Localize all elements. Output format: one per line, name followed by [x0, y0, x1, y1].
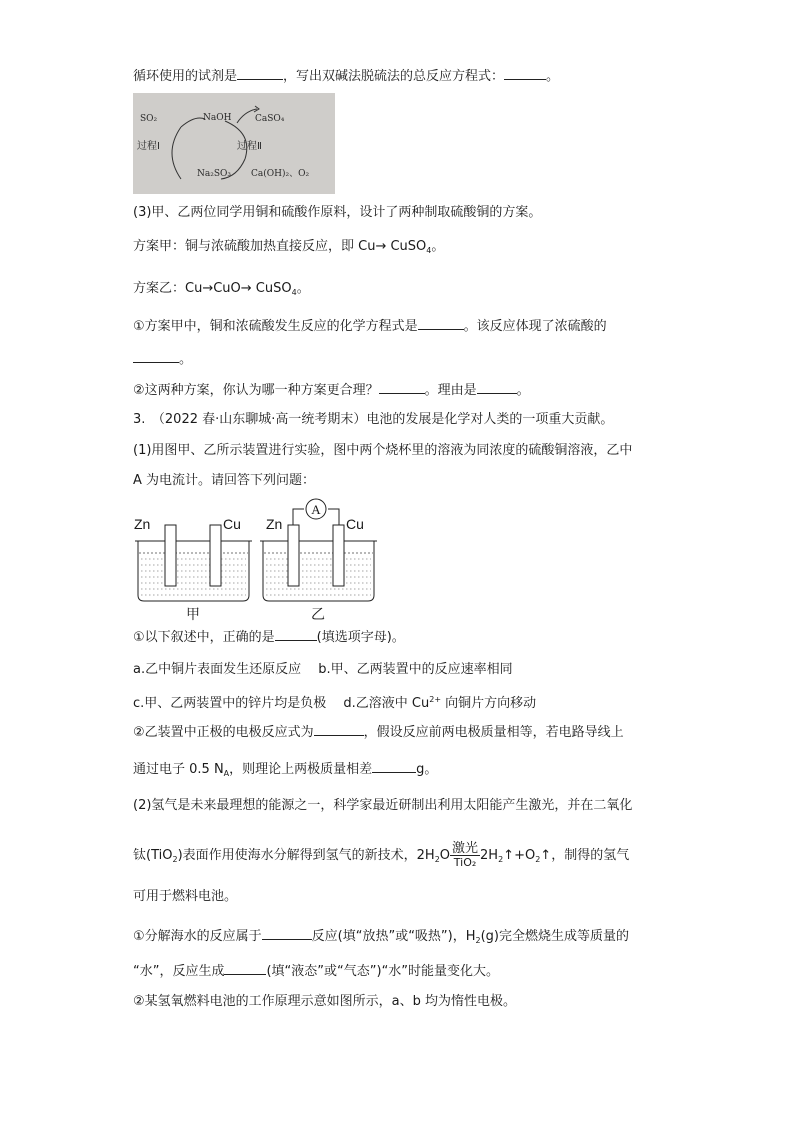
reaction-condition [450, 842, 480, 869]
line-3: (3)甲、乙两位同学用铜和硫酸作原料，设计了两种制取硫酸铜的方案。 [133, 205, 542, 220]
text: 。 [431, 239, 445, 254]
answer-blank [224, 962, 266, 975]
line-18-equation [133, 842, 629, 873]
text: ①以下叙述中，正确的是 [133, 630, 275, 645]
text: 循环使用的试剂是 [133, 69, 238, 84]
label-cu-yi: Cu [346, 516, 364, 532]
line-4 [133, 238, 444, 260]
line-12 [133, 628, 405, 647]
line-10: (1)用图甲、乙所示装置进行实验，图中两个烧杯里的溶液为同浓度的硫酸铜溶液，乙中 [133, 443, 633, 458]
line-19: 可用于燃料电池。 [133, 889, 238, 904]
subscript: 4 [291, 288, 297, 297]
text: 向铜片方向移动 [441, 696, 537, 711]
question-3-heading: 3. （2022 春·山东聊城·高一统考期末）电池的发展是化学对人类的一项重大贡献。 [133, 412, 614, 427]
line-1 [133, 67, 559, 86]
answer-blank [379, 381, 425, 394]
text: O [439, 848, 451, 863]
text: ②乙装置中正极的电极反应式为 [133, 725, 314, 740]
line-20 [133, 927, 629, 950]
line-22: ②某氢氧燃料电池的工作原理示意如图所示，a、b 均为惰性电极。 [133, 994, 517, 1009]
subscript: 2 [498, 855, 504, 864]
line-15 [133, 723, 624, 742]
line-21 [133, 962, 499, 981]
beakers-svg [133, 495, 378, 625]
line-7 [133, 350, 192, 369]
label-jia: 甲 [186, 607, 200, 623]
text: 2H [480, 848, 499, 863]
label-zn-yi: Zn [266, 516, 283, 532]
double-alkali-cycle-photo [133, 93, 335, 194]
label-naoh: NaOH [203, 113, 232, 123]
answer-blank [262, 927, 312, 940]
text: c.甲、乙两装置中的锌片均是负极 d.乙溶液中 Cu [133, 696, 430, 711]
label-process-2: 过程Ⅱ [237, 141, 262, 152]
text: 。 [546, 69, 560, 84]
label-yi: 乙 [311, 607, 325, 623]
text: g。 [416, 762, 438, 777]
subscript: 2 [172, 855, 178, 864]
text: ，假设反应前两电极质量相等，若电路导线上 [363, 725, 624, 740]
label-caoh2-o2: Ca(OH)₂、O₂ [251, 169, 310, 179]
label-so2: SO₂ [140, 114, 158, 124]
superscript: 2+ [429, 695, 442, 704]
label-process-1: 过程Ⅰ [137, 141, 160, 152]
condition-bottom: TiO₂ [453, 856, 477, 869]
galvanic-cell-diagram [133, 495, 378, 625]
answer-blank [237, 67, 283, 80]
condition-top: 激光 [452, 841, 479, 856]
text: ↑+O [503, 848, 536, 863]
option-a-b: a.乙中铜片表面发生还原反应 b.甲、乙两装置中的反应速率相同 [133, 662, 513, 677]
text: 。 [179, 352, 193, 367]
subscript: A [223, 769, 230, 778]
text: (填“液态”或“气态”)“水”时能量变化大。 [266, 964, 500, 979]
line-11: A 为电流计。请回答下列问题： [133, 473, 316, 488]
label-caso4: CaSO₄ [255, 114, 285, 124]
text: ，写出双碱法脱硫法的总反应方程式： [283, 69, 505, 84]
answer-blank [477, 381, 517, 394]
label-cu-jia: Cu [223, 516, 241, 532]
text: 。理由是 [424, 383, 477, 398]
text: )表面作用使海水分解得到氢气的新技术，2H [177, 848, 435, 863]
line-8 [133, 381, 530, 400]
text: ①方案甲中，铜和浓硫酸发生反应的化学方程式是 [133, 319, 418, 334]
text: 。该反应体现了浓硫酸的 [463, 319, 607, 334]
option-c-d [133, 691, 536, 713]
beaker-jia [135, 525, 252, 601]
answer-blank [418, 317, 464, 330]
text: 通过电子 0.5 N [133, 762, 224, 777]
text: ②这两种方案，你认为哪一种方案更合理？ [133, 383, 379, 398]
answer-blank [504, 67, 546, 80]
line-5 [133, 280, 310, 302]
line-17: (2)氢气是未来最理想的能源之一，科学家最近研制出利用太阳能产生激光，并在二氧化 [133, 798, 633, 813]
answer-blank [372, 760, 416, 773]
text: (填选项字母)。 [316, 630, 405, 645]
text: “水”，反应生成 [133, 964, 225, 979]
text: 。 [516, 383, 530, 398]
line-16 [133, 760, 437, 783]
text: 钛(TiO [133, 848, 173, 863]
subscript: 2 [535, 855, 541, 864]
label-ammeter: A [311, 502, 321, 517]
text: 反应(填“放热”或“吸热”)，H [311, 929, 476, 944]
line-6 [133, 317, 607, 336]
text: 方案甲：铜与浓硫酸加热直接反应，即 Cu→ CuSO [133, 239, 427, 254]
text: (g)完全燃烧生成等质量的 [480, 929, 630, 944]
text: ↑，制得的氢气 [540, 848, 630, 863]
text: ，则理论上两极质量相差 [229, 762, 373, 777]
text: 方案乙：Cu→CuO→ CuSO [133, 281, 292, 296]
answer-blank [133, 350, 179, 363]
subscript: 2 [434, 855, 440, 864]
subscript: 2 [475, 936, 481, 945]
subscript: 4 [426, 246, 432, 255]
answer-blank [314, 723, 364, 736]
text: 。 [296, 281, 310, 296]
label-na2so3: Na₂SO₃ [197, 169, 232, 179]
label-zn-jia: Zn [134, 516, 151, 532]
text: ①分解海水的反应属于 [133, 929, 262, 944]
answer-blank [275, 628, 317, 641]
